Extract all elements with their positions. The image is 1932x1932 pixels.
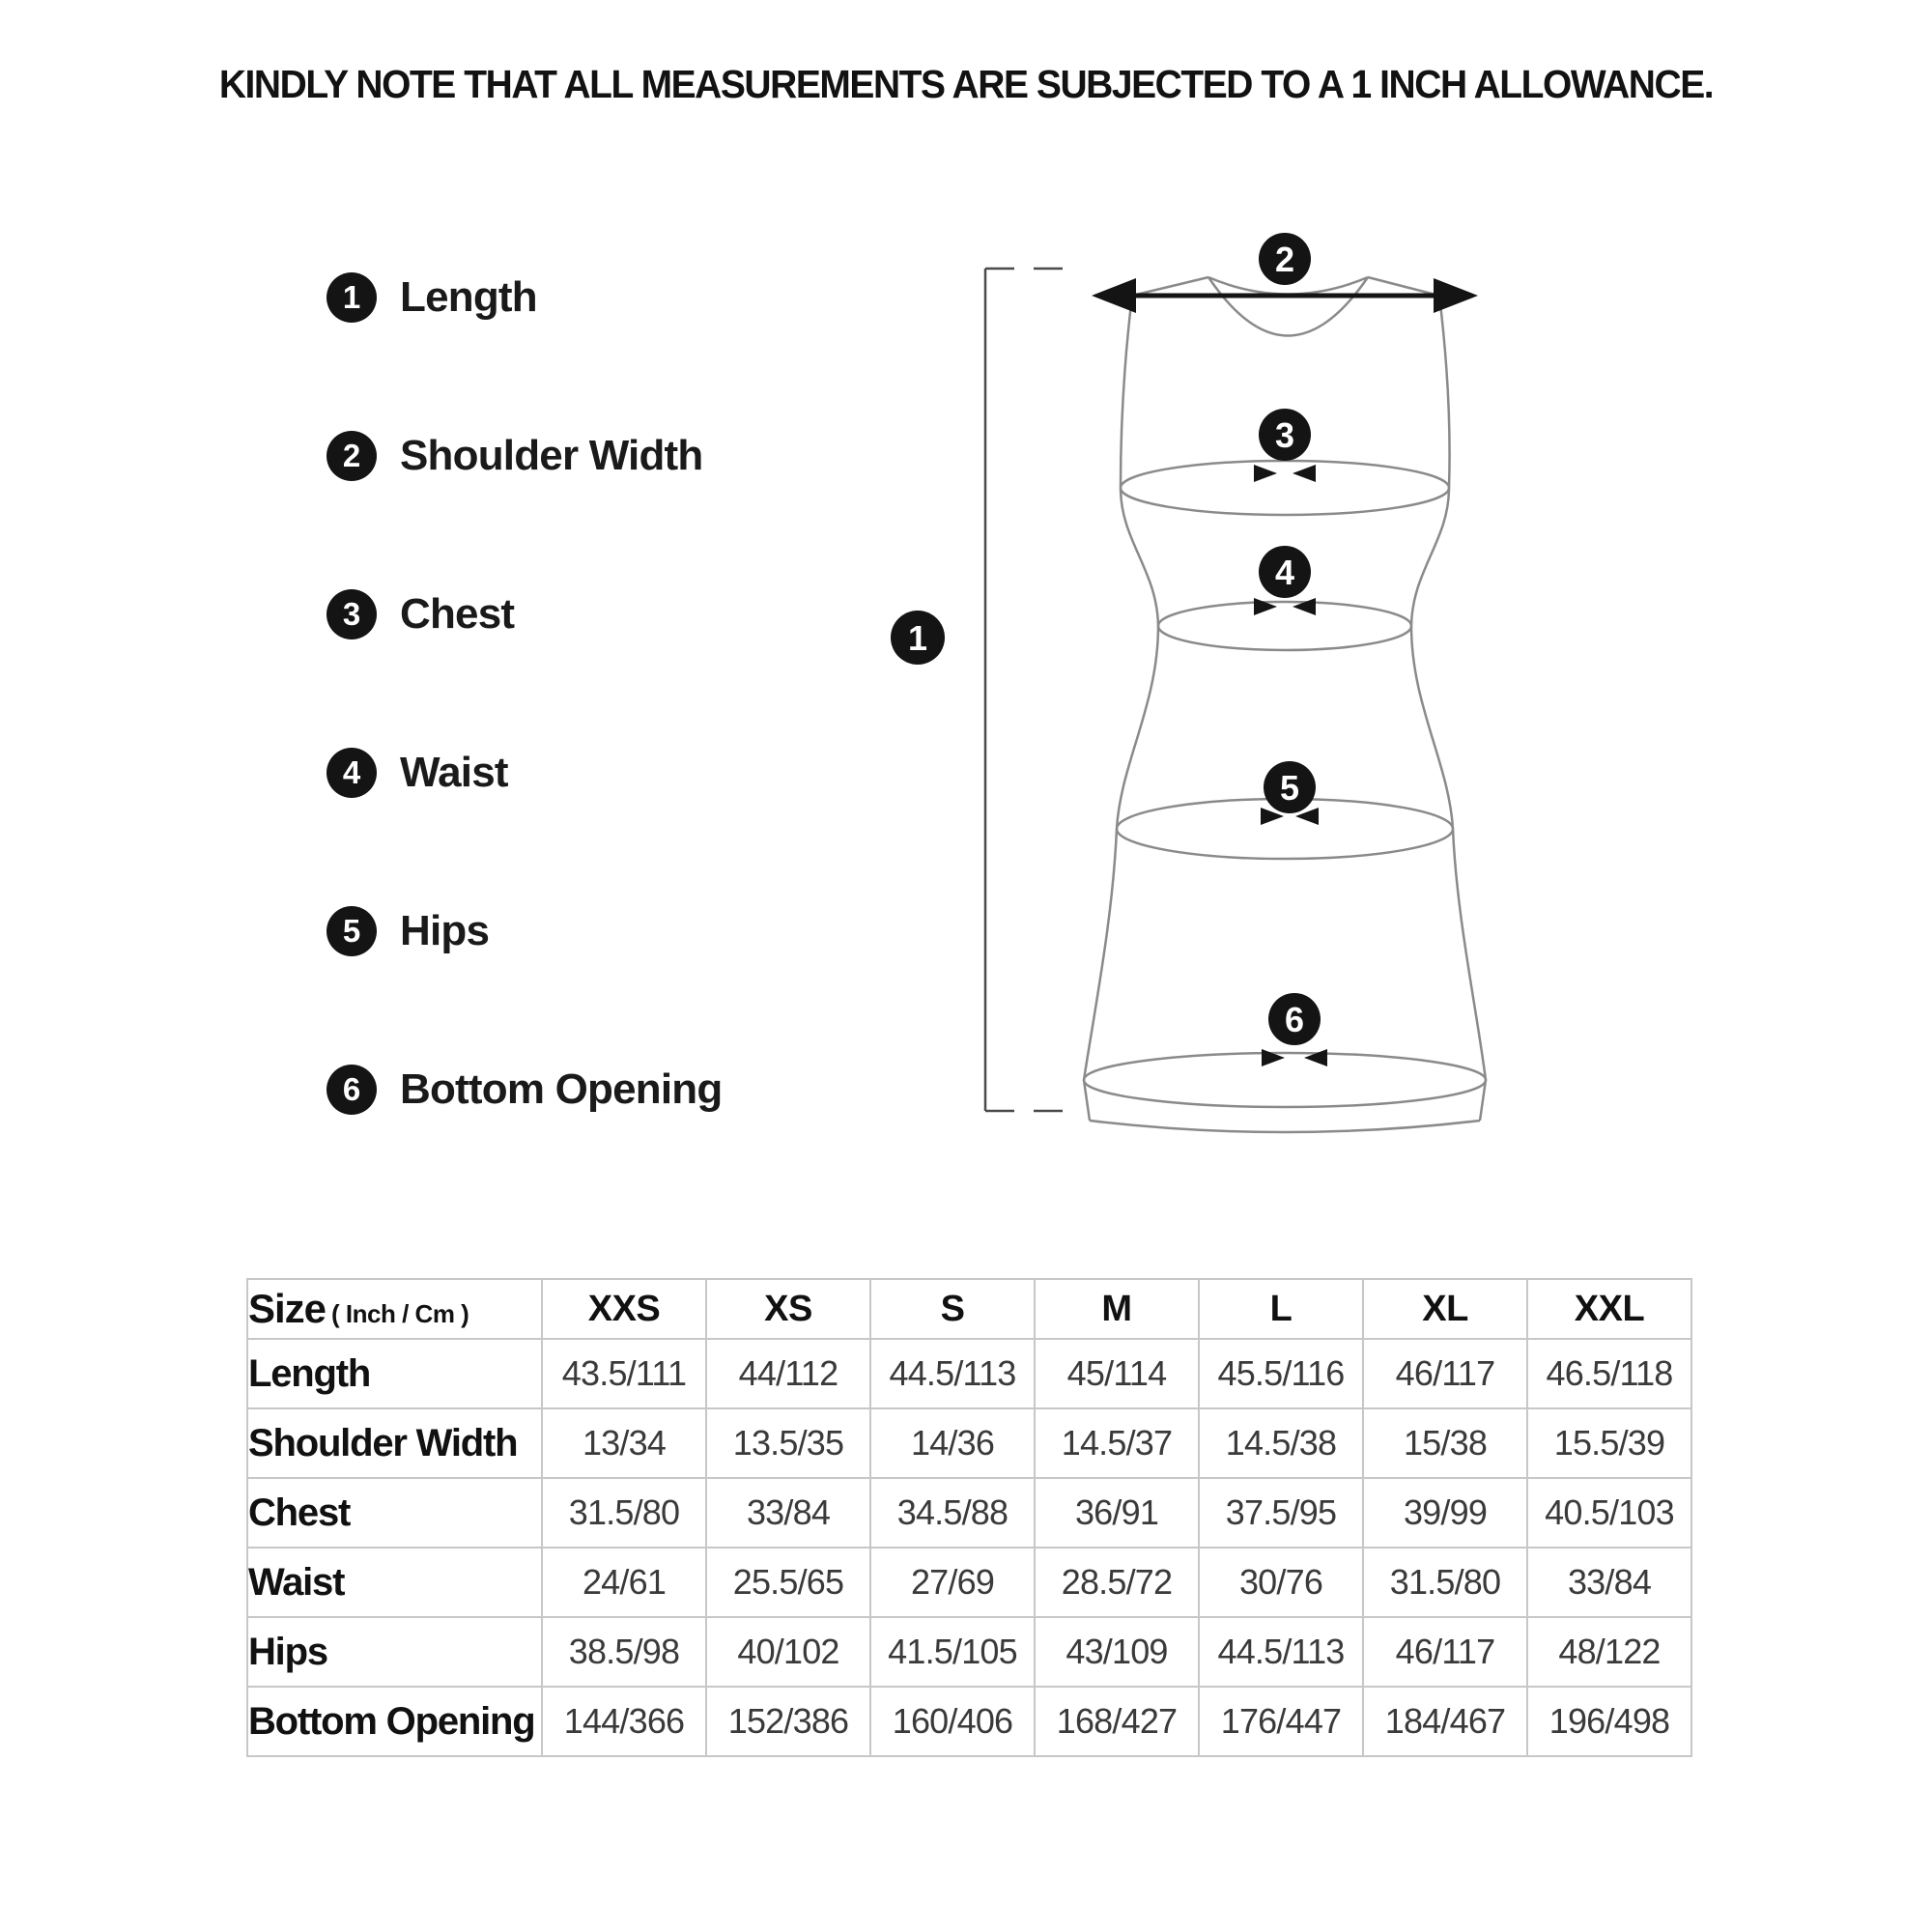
size-value-cell: 40/102 [706,1617,870,1687]
size-table [246,1278,1692,1757]
legend-badge-3: 3 [327,589,377,639]
dress-diagram [821,222,1594,1169]
legend-label-length: Length [400,273,537,321]
legend-item-bottom-opening [327,1065,722,1115]
waist-line [1158,602,1411,650]
size-unit-label: ( Inch / Cm ) [331,1299,469,1328]
size-value-cell: 152/386 [706,1687,870,1756]
size-value-cell: 184/467 [1363,1687,1527,1756]
size-value-cell: 38.5/98 [542,1617,706,1687]
measurement-label: Hips [247,1617,542,1687]
size-value-cell: 34.5/88 [870,1478,1035,1548]
size-value-cell: 46/117 [1363,1339,1527,1408]
size-value-cell: 43.5/111 [542,1339,706,1408]
legend-label-hips: Hips [400,907,490,954]
table-row-bottom-opening [247,1687,1691,1756]
column-header-s: S [870,1279,1035,1339]
legend-label-bottom-opening: Bottom Opening [400,1065,723,1113]
legend-badge-1: 1 [327,272,377,323]
size-value-cell: 46.5/118 [1527,1339,1691,1408]
legend-item-length [327,272,537,323]
size-value-cell: 14.5/38 [1199,1408,1363,1478]
svg-text:5: 5 [1279,768,1300,808]
badge-chest [1259,409,1311,461]
measurement-label: Length [247,1339,542,1408]
column-header-xl: XL [1363,1279,1527,1339]
size-value-cell: 144/366 [542,1687,706,1756]
table-row-chest [247,1478,1691,1548]
size-value-cell: 31.5/80 [1363,1548,1527,1617]
size-value-cell: 37.5/95 [1199,1478,1363,1548]
size-value-cell: 160/406 [870,1687,1035,1756]
legend-badge-5: 5 [327,906,377,956]
allowance-note: KINDLY NOTE THAT ALL MEASUREMENTS ARE SUBJECTED TO A 1 INCH ALLOWANCE. [218,62,1714,106]
chest-arrows-icon [1254,465,1316,482]
hem-arrows-icon [1262,1049,1327,1066]
size-header-cell [247,1279,542,1339]
size-value-cell: 33/84 [1527,1548,1691,1617]
size-value-cell: 168/427 [1035,1687,1199,1756]
table-row-waist [247,1548,1691,1617]
column-header-xxl: XXL [1527,1279,1691,1339]
size-value-cell: 41.5/105 [870,1617,1035,1687]
legend-badge-6: 6 [327,1065,377,1115]
measurement-label: Chest [247,1478,542,1548]
size-value-cell: 44.5/113 [1199,1617,1363,1687]
legend-item-hips [327,906,489,956]
column-header-m: M [1035,1279,1199,1339]
size-value-cell: 44.5/113 [870,1339,1035,1408]
legend-label-chest: Chest [400,590,515,638]
size-value-cell: 46/117 [1363,1617,1527,1687]
legend-item-shoulder-width [327,431,702,481]
size-value-cell: 28.5/72 [1035,1548,1199,1617]
svg-text:3: 3 [1274,415,1295,455]
badge-waist [1259,546,1311,598]
size-header-label: Size [248,1286,327,1331]
waist-arrows-icon [1254,598,1316,615]
size-value-cell: 45.5/116 [1199,1339,1363,1408]
size-value-cell: 13.5/35 [706,1408,870,1478]
legend-badge-4: 4 [327,748,377,798]
legend-item-waist [327,748,508,798]
svg-text:1: 1 [907,618,928,658]
legend-label-shoulder-width: Shoulder Width [400,432,703,479]
size-value-cell: 33/84 [706,1478,870,1548]
svg-text:2: 2 [1274,240,1295,279]
size-value-cell: 24/61 [542,1548,706,1617]
size-value-cell: 176/447 [1199,1687,1363,1756]
size-value-cell: 27/69 [870,1548,1035,1617]
size-value-cell: 48/122 [1527,1617,1691,1687]
measurement-label: Shoulder Width [247,1408,542,1478]
skirt-bottom-edge [1090,1121,1480,1132]
column-header-xxs: XXS [542,1279,706,1339]
table-row-length [247,1339,1691,1408]
length-bracket [985,269,1074,1111]
size-value-cell: 39/99 [1363,1478,1527,1548]
table-row-shoulder-width [247,1408,1691,1478]
hem-line [1084,1053,1486,1107]
size-value-cell: 36/91 [1035,1478,1199,1548]
size-value-cell: 31.5/80 [542,1478,706,1548]
badge-hips [1264,761,1316,813]
table-header-row [247,1279,1691,1339]
table-row-hips [247,1617,1691,1687]
svg-text:6: 6 [1284,1000,1305,1039]
size-value-cell: 25.5/65 [706,1548,870,1617]
legend-label-waist: Waist [400,749,508,796]
measurement-label: Bottom Opening [247,1687,542,1756]
size-value-cell: 44/112 [706,1339,870,1408]
badge-bottom-opening [1268,993,1321,1045]
badge-shoulder-width [1259,233,1311,285]
column-header-xs: XS [706,1279,870,1339]
size-value-cell: 30/76 [1199,1548,1363,1617]
legend-badge-2: 2 [327,431,377,481]
size-value-cell: 40.5/103 [1527,1478,1691,1548]
size-value-cell: 43/109 [1035,1617,1199,1687]
svg-text:4: 4 [1274,553,1295,592]
legend-item-chest [327,589,514,639]
size-value-cell: 15/38 [1363,1408,1527,1478]
size-value-cell: 14.5/37 [1035,1408,1199,1478]
size-value-cell: 196/498 [1527,1687,1691,1756]
column-header-l: L [1199,1279,1363,1339]
size-value-cell: 15.5/39 [1527,1408,1691,1478]
chest-line [1121,461,1449,515]
badge-length [891,611,945,665]
size-value-cell: 13/34 [542,1408,706,1478]
size-value-cell: 14/36 [870,1408,1035,1478]
measurement-label: Waist [247,1548,542,1617]
size-value-cell: 45/114 [1035,1339,1199,1408]
diagram-badges [891,233,1321,1045]
